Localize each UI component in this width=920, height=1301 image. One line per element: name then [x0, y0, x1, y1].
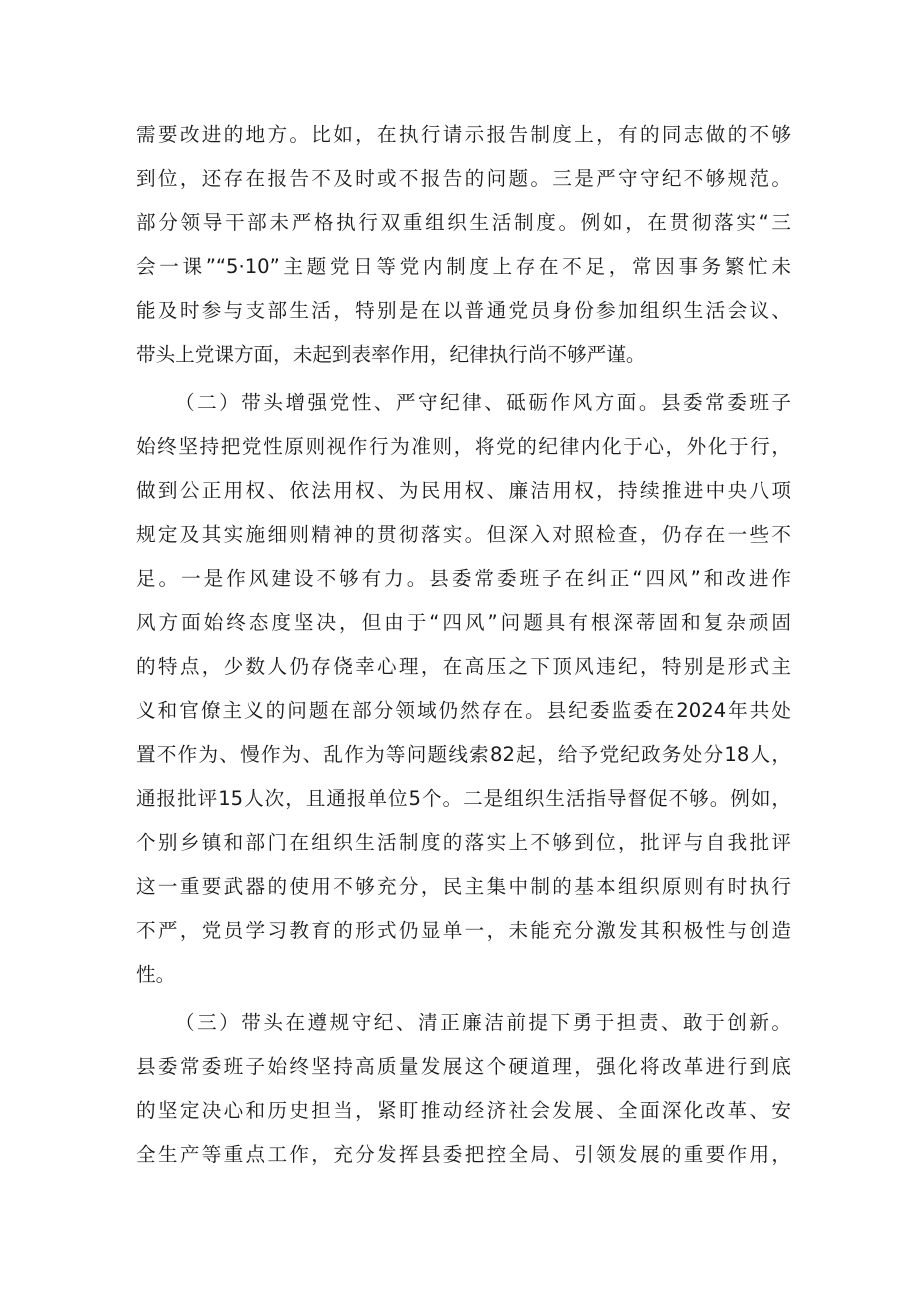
paragraph-section-two: [136, 381, 791, 997]
paragraph-section-three: [136, 1001, 791, 1177]
text-line: 义和官僚主义的问题在部分领域仍然存在。县纪委监委在2024年共处: [136, 699, 791, 722]
text-line: 始终坚持把党性原则视作行为准则，将党的纪律内化于心，外化于行，: [136, 435, 791, 458]
text-line: （二）带头增强党性、严守纪律、砥砺作风方面。县委常委班子: [175, 391, 791, 414]
text-line: 会一课”“5·10”主题党日等党内制度上存在不足，常因事务繁忙未: [136, 255, 791, 278]
paragraph-continuation: [136, 113, 791, 377]
text-line: 规定及其实施细则精神的贯彻落实。但深入对照检查，仍存在一些不: [136, 523, 791, 546]
text-line: 能及时参与支部生活，特别是在以普通党员身份参加组织生活会议、: [136, 299, 791, 322]
text-line: 性。: [136, 963, 176, 986]
text-line: 带头上党课方面，未起到表率作用，纪律执行尚不够严谨。: [136, 343, 646, 366]
text-line: 个别乡镇和部门在组织生活制度的落实上不够到位，批评与自我批评: [136, 831, 791, 854]
text-line: （三）带头在遵规守纪、清正廉洁前提下勇于担责、敢于创新。: [175, 1011, 791, 1034]
text-line: 足。一是作风建设不够有力。县委常委班子在纠正“四风”和改进作: [136, 567, 791, 590]
document-body: [136, 113, 791, 1177]
text-line: 部分领导干部未严格执行双重组织生活制度。例如，在贯彻落实“三: [136, 211, 791, 234]
text-line: 风方面始终态度坚决，但由于“四风”问题具有根深蒂固和复杂顽固: [136, 611, 791, 634]
text-line: 需要改进的地方。比如，在执行请示报告制度上，有的同志做的不够: [136, 123, 791, 146]
text-line: 到位，还存在报告不及时或不报告的问题。三是严守守纪不够规范。: [136, 167, 791, 190]
text-line: 置不作为、慢作为、乱作为等问题线索82起，给予党纪政务处分18人，: [136, 743, 791, 766]
text-line: 的特点，少数人仍存侥幸心理，在高压之下顶风违纪，特别是形式主: [136, 655, 791, 678]
text-line: 通报批评15人次，且通报单位5个。二是组织生活指导督促不够。例如，: [136, 787, 791, 810]
text-line: 不严，党员学习教育的形式仍显单一，未能充分激发其积极性与创造: [136, 919, 791, 942]
text-line: 县委常委班子始终坚持高质量发展这个硬道理，强化将改革进行到底: [136, 1055, 791, 1078]
text-line: 的坚定决心和历史担当，紧盯推动经济社会发展、全面深化改革、安: [136, 1099, 791, 1122]
text-line: 做到公正用权、依法用权、为民用权、廉洁用权，持续推进中央八项: [136, 479, 791, 502]
text-line: 这一重要武器的使用不够充分，民主集中制的基本组织原则有时执行: [136, 875, 791, 898]
text-line: 全生产等重点工作，充分发挥县委把控全局、引领发展的重要作用，: [136, 1143, 791, 1166]
